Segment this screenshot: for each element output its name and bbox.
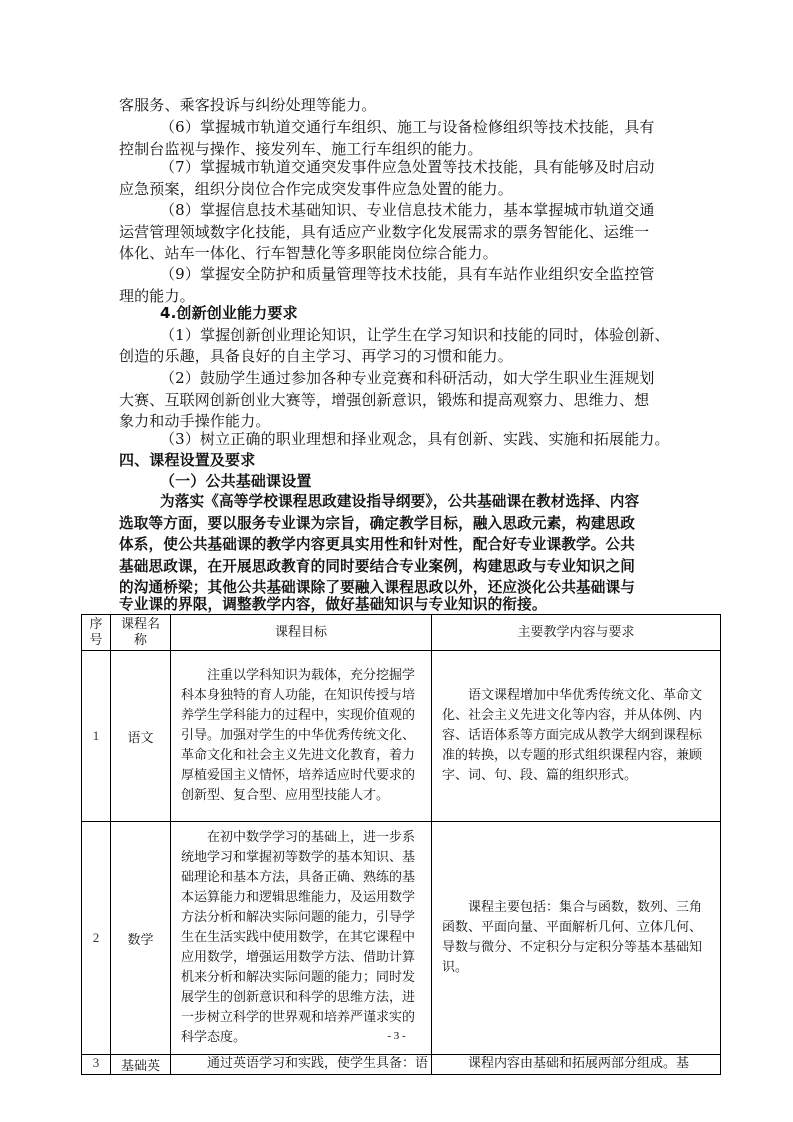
course-table [81,614,721,1075]
subsection-heading: （一）公共基础课设置 [160,472,312,490]
paragraph-line: 运营管理领域数字化技能，具有适应产业数字化发展需求的票务智能化、运维一 [119,223,650,241]
row-goal: 注重以学科知识为载体，充分挖掘学科本身独特的育人功能，在知识传授与培养学生学科能力的过程中，实现价值观的引导。加强对学生的中华优秀传统文化、革命文化和社会主义先进文化教育，着力厚植爱国主义情怀，培养适应时代要求的创新型、复合型、应用型技能人才。 [171,651,432,822]
paragraph-line: （6）掌握城市轨道交通行车组织、施工与设备检修组织等技术技能，具有 [160,118,655,136]
table-row [82,822,721,1055]
paragraph-line: 客服务、乘客投诉与纠纷处理等能力。 [119,96,377,114]
paragraph-line: （2）鼓励学生通过参加各种专业竞赛和科研活动，如大学生职业生涯规划 [160,369,655,387]
paragraph-line: 理的能力。 [119,287,195,305]
row-num: 2 [82,822,111,1055]
paragraph-line: 创造的乐趣，具备良好的自主学习、再学习的习惯和能力。 [119,347,513,365]
table-row [82,1055,721,1075]
row-course-name: 数学 [111,822,171,1055]
bold-paragraph-line: 的沟通桥梁；其他公共基础课除了要融入课程思政以外，还应淡化公共基础课与 [119,579,636,596]
row-num: 1 [82,651,111,822]
header-num: 序号 [82,615,111,651]
bold-paragraph-line: 基础思政课，在开展思政教育的同时要结合专业案例，构建思政与专业知识之间 [119,558,636,575]
page-number: - 3 - [387,1030,406,1042]
table-row [82,651,721,822]
row-num: 3 [82,1055,111,1075]
bold-paragraph-line: 体系，使公共基础课的教学内容更具实用性和针对性，配合好专业课教学。公共 [119,536,636,553]
chapter-heading: 四、课程设置及要求 [119,451,256,469]
bold-paragraph-line: 为落实《高等学校课程思政建设指导纲要》，公共基础课在教材选择、内容 [160,493,640,510]
paragraph-line: （9）掌握安全防护和质量管理等技术技能，具有车站作业组织安全监控管 [160,265,655,283]
paragraph-line: （1）掌握创新创业理论知识，让学生在学习知识和技能的同时，体验创新、 [160,326,670,344]
paragraph-line: 应急预案，组织分岗位合作完成突发事件应急处置的能力。 [119,180,513,198]
paragraph-line: （3）树立正确的职业理想和择业观念，具有创新、实践、实施和拓展能力。 [160,430,670,448]
header-name: 课程名称 [111,615,171,651]
header-content: 主要教学内容与要求 [432,615,721,651]
row-course-name: 基础英 [111,1055,171,1075]
bold-paragraph-line: 选取等方面，要以服务专业课为宗旨，确定教学目标，融入思政元素，构建思政 [119,515,636,532]
paragraph-line: （7）掌握城市轨道交通突发事件应急处置等技术技能，具有能够及时启动 [160,158,655,176]
table-header-row [82,615,721,651]
bold-paragraph-line: 专业课的界限，调整教学内容，做好基础知识与专业知识的衔接。 [119,596,547,613]
paragraph-line: 体化、站车一体化、行车智慧化等多职能岗位综合能力。 [119,244,498,262]
row-content: 课程内容由基础和拓展两部分组成。基 [432,1055,721,1075]
paragraph-line: （8）掌握信息技术基础知识、专业信息技术能力，基本掌握城市轨道交通 [160,201,655,219]
section-heading: 4.创新创业能力要求 [160,304,298,322]
row-goal: 在初中数学学习的基础上，进一步系统地学习和掌握初等数学的基本知识、基础理论和基本方法，具备正确、熟练的基本运算能力和逻辑思维能力，及运用数学方法分析和解决实际问题的能力，引导学生在生活实践中使用数学，在其它课程中应用数学，增强运用数学方法、借助计算机来分析和解决实际问题的能力；同时发展学生的创新意识和科学的思维方法，进一步树立科学的世界观和培养严谨求实的科学态度。 [171,822,432,1055]
header-goal: 课程目标 [171,615,432,651]
row-goal: 通过英语学习和实践，使学生具备：语 [171,1055,432,1075]
row-content: 课程主要包括：集合与函数，数列、三角函数、平面向量、平面解析几何、立体几何、导数与微分、不定积分与定积分等基本基础知识。 [432,822,721,1055]
row-content: 语文课程增加中华优秀传统文化、革命文化、社会主义先进文化等内容，并从体例、内容、话语体系等方面完成从教学大纲到课程标准的转换，以专题的形式组织课程内容，兼顾字、词、句、段、篇的组织形式。 [432,651,721,822]
paragraph-line: 大赛、互联网创新创业大赛等，增强创新意识，锻炼和提高观察力、思维力、想 [119,391,650,409]
paragraph-line: 象力和动手操作能力。 [119,412,271,430]
row-course-name: 语文 [111,651,171,822]
paragraph-line: 控制台监视与操作、接发列车、施工行车组织的能力。 [119,140,483,158]
